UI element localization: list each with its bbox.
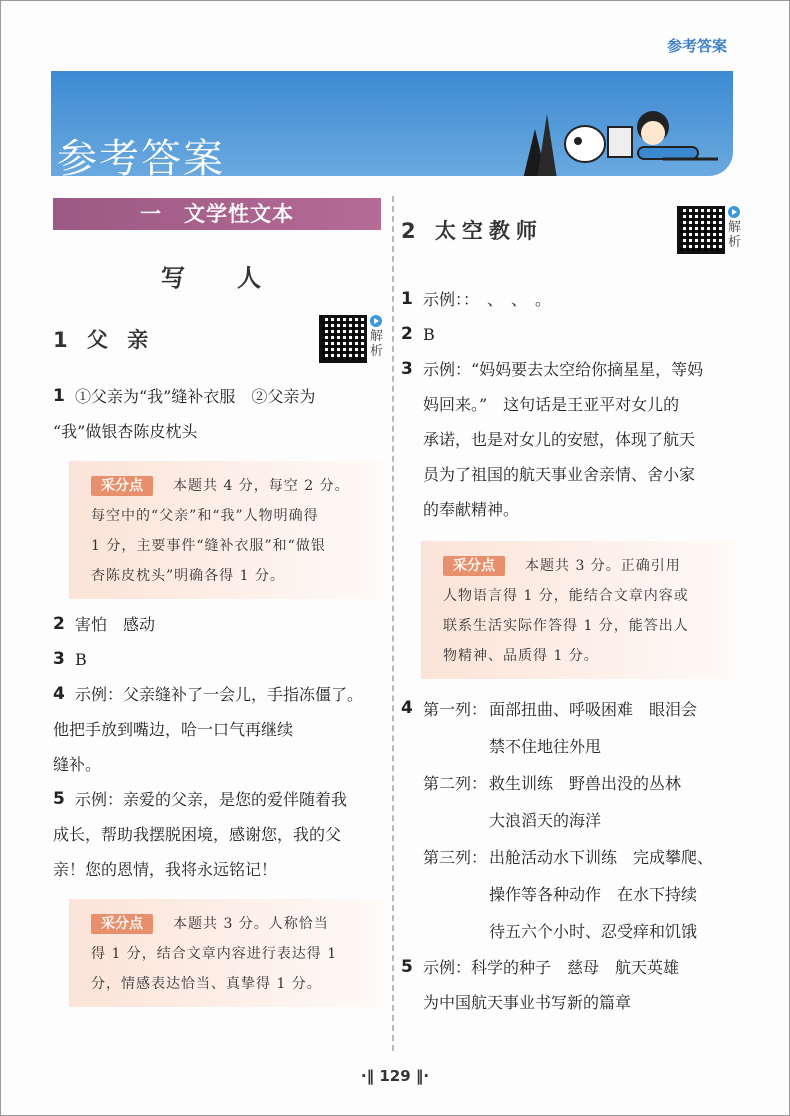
- column-row: [423, 802, 741, 839]
- answer-text: 示例：： 、 、 。: [423, 290, 552, 309]
- answer-text: 为中国航天事业书写新的篇章: [423, 993, 632, 1012]
- lesson-header: [401, 206, 741, 254]
- question-number: 3: [401, 359, 413, 379]
- row-text: 面部扭曲、呼吸困难 眼泪会: [489, 700, 698, 719]
- qr-code-group[interactable]: [677, 206, 741, 254]
- row-text: 禁不住地往外甩: [489, 737, 602, 756]
- answer-text: 缝补。: [53, 755, 102, 774]
- scoring-text: 杏陈皮枕头”明确各得 1 分。: [91, 568, 285, 584]
- scoring-text: 1 分，主要事件“缝补衣服”和“做银: [91, 538, 326, 554]
- answer-item-continued: [401, 422, 741, 457]
- answer-text: 害怕 感动: [75, 615, 156, 634]
- scoring-note: [69, 899, 383, 1007]
- column-row: [423, 876, 741, 913]
- answer-text: ①父亲为“我”缝补衣服 ②父亲为: [75, 387, 316, 406]
- answer-item: [401, 282, 741, 317]
- answer-text: 示例：“妈妈要去太空给你摘星星，等妈: [423, 360, 704, 379]
- scoring-tag: 采分点: [91, 476, 153, 496]
- answer-text: 示例：亲爱的父亲，是您的爱伴随着我: [75, 790, 348, 809]
- qr-code-icon[interactable]: [677, 206, 725, 254]
- row-label: 第一列：: [423, 700, 488, 719]
- row-text: 出舱活动水下训练 完成攀爬、: [489, 848, 714, 867]
- answer-text: 他把手放到嘴边，哈一口气再继续: [53, 720, 294, 739]
- column-row: [423, 839, 741, 876]
- answer-item: [53, 642, 383, 677]
- question-number: 2: [401, 324, 413, 344]
- answer-item-continued: [53, 747, 383, 782]
- question-number: 1: [401, 289, 413, 309]
- scoring-text: 物精神、品质得 1 分。: [443, 648, 599, 664]
- answer-item: [53, 677, 383, 712]
- scoring-tag: 采分点: [91, 914, 153, 934]
- scoring-text: 联系生活实际作答得 1 分，能答出人: [443, 618, 689, 634]
- play-icon[interactable]: [370, 315, 382, 327]
- answer-text: 示例：科学的种子 慈母 航天英雄: [423, 958, 680, 977]
- column-row: [423, 728, 741, 765]
- answer-item-continued: [401, 985, 741, 1020]
- scoring-text: 得 1 分，结合文章内容进行表达得 1: [91, 946, 338, 962]
- qr-label: 解: [369, 329, 383, 344]
- answer-item: [401, 317, 741, 352]
- scoring-tag: 采分点: [443, 556, 505, 576]
- answer-item-continued: [53, 852, 383, 887]
- answer-item-continued: [53, 712, 383, 747]
- row-text: 待五六个小时、忍受痒和饥饿: [489, 922, 698, 941]
- page-number: ·‖ 129 ‖·: [360, 1067, 430, 1085]
- scoring-text: 每空中的“父亲”和“我”人物明确得: [91, 508, 319, 524]
- qr-code-icon[interactable]: [319, 315, 367, 363]
- row-text: 救生训练 野兽出没的丛林: [489, 774, 682, 793]
- lesson-header: [53, 315, 383, 363]
- banner-title: 参考答案: [57, 136, 225, 176]
- answer-banner: [51, 71, 733, 176]
- column-divider: [392, 196, 394, 1051]
- answer-item: [53, 782, 383, 817]
- scoring-note: [69, 461, 383, 599]
- answer-text: 妈回来。” 这句话是王亚平对女儿的: [423, 395, 680, 414]
- lesson-title: 1 父 亲: [53, 328, 155, 352]
- answer-item-continued: [401, 387, 741, 422]
- question-number: 2: [53, 614, 65, 634]
- subsection-title: 写 人: [161, 264, 275, 292]
- answer-text: “我”做银杏陈皮枕头: [53, 422, 198, 441]
- column-row: [423, 691, 741, 728]
- scoring-text: 本题共 3 分。正确引用: [525, 558, 681, 574]
- scoring-text: 本题共 3 分。人称恰当: [173, 916, 329, 932]
- answer-text: 员为了祖国的航天事业舍亲情、舍小家: [423, 465, 696, 484]
- scoring-text: 本题共 4 分，每空 2 分。: [173, 478, 350, 494]
- scoring-text: 人物语言得 1 分，能结合文章内容或: [443, 588, 689, 604]
- answer-item: [53, 607, 383, 642]
- answer-item: [401, 352, 741, 387]
- play-icon[interactable]: [728, 206, 740, 218]
- answer-item: [401, 950, 741, 985]
- column-row: [423, 913, 741, 950]
- row-text: 操作等各种动作 在水下持续: [489, 885, 698, 904]
- question-number: 4: [53, 684, 65, 704]
- qr-label: 析: [727, 235, 741, 250]
- boy-reading-illustration: [513, 89, 723, 176]
- answer-item-continued: [53, 817, 383, 852]
- scoring-text: 分，情感表达恰当、真挚得 1 分。: [91, 976, 322, 992]
- row-text: 大浪滔天的海洋: [489, 811, 602, 830]
- question-number: 5: [401, 957, 413, 977]
- page-number-value: 129: [379, 1067, 411, 1085]
- left-column: [53, 198, 383, 1007]
- qr-label: 解: [727, 220, 741, 235]
- question-number: 4: [401, 698, 413, 718]
- section-title: 一 文学性文本: [53, 198, 381, 230]
- header-tag: 参考答案: [666, 37, 727, 55]
- row-label: 第二列：: [423, 774, 488, 793]
- right-column: [401, 206, 741, 1020]
- row-label: 第三列：: [423, 848, 488, 867]
- answer-text: B: [423, 325, 435, 344]
- lesson-title: 2 太空教师: [401, 219, 543, 243]
- answer-text: 成长，帮助我摆脱困境，感谢您，我的父: [53, 825, 342, 844]
- question-number: 1: [53, 386, 65, 406]
- question-number: 3: [53, 649, 65, 669]
- answer-text: 示例：父亲缝补了一会儿，手指冻僵了。: [75, 685, 364, 704]
- answer-text: 承诺，也是对女儿的安慰，体现了航天: [423, 430, 696, 449]
- answer-item-continued: [53, 414, 383, 449]
- answer-item-continued: [401, 492, 741, 527]
- answer-text: B: [75, 650, 87, 669]
- question-number: 5: [53, 789, 65, 809]
- answer-item: [53, 379, 383, 414]
- scoring-note: [421, 541, 737, 679]
- column-row: [423, 765, 741, 802]
- answer-item-continued: [401, 457, 741, 492]
- answer-text: 的奉献精神。: [423, 500, 520, 519]
- answer-text: 亲！您的恩情，我将永远铭记！: [53, 860, 278, 879]
- answer-item: [401, 691, 741, 950]
- qr-label: 析: [369, 344, 383, 359]
- qr-code-group[interactable]: [319, 315, 383, 363]
